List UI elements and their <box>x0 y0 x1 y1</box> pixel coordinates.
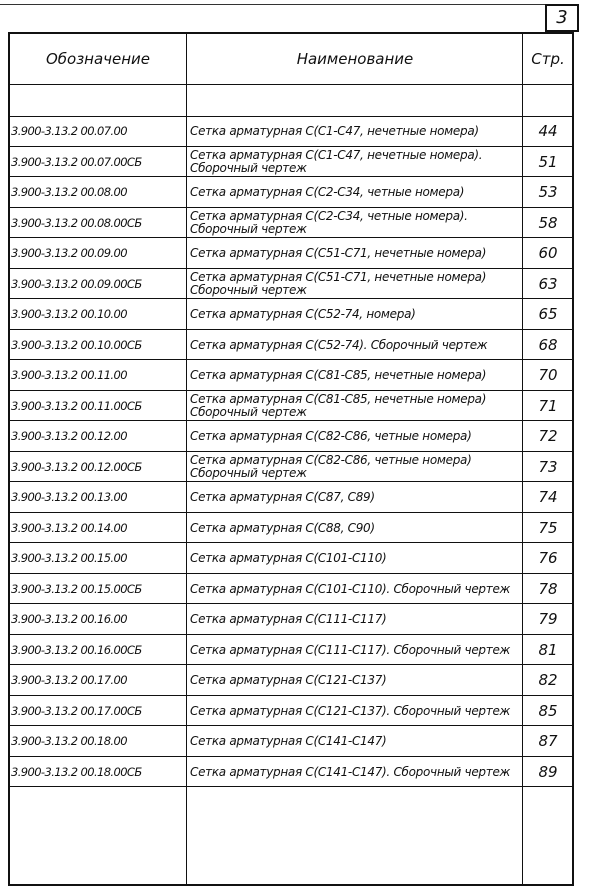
row-name: Сетка арматурная С(С82-С86, четные номера) Сборочный чертеж <box>190 453 472 480</box>
row-page: 85 <box>538 701 558 720</box>
row-name: Сетка арматурная С(С121-С137). Сборочный чертеж <box>190 703 511 718</box>
row-name: Сетка арматурная С(С101-С110) <box>190 551 387 565</box>
row-page: 73 <box>538 457 558 476</box>
header-code: Обозначение <box>45 50 151 68</box>
row-code: 3.900-3.13.2 00.16.00 <box>11 612 127 627</box>
row-name: Сетка арматурная С(С2-С34, четные номера) <box>190 185 465 199</box>
row-code: 3.900-3.13.2 00.08.00СБ <box>11 215 142 230</box>
row-code: 3.900-3.13.2 00.17.00 <box>11 673 127 688</box>
row-code: 3.900-3.13.2 00.11.00 <box>11 368 127 383</box>
page-number-box <box>545 4 579 32</box>
row-code: 3.900-3.13.2 00.18.00СБ <box>11 764 142 779</box>
row-name: Сетка арматурная С(С81-С85, нечетные номера) Сборочный чертеж <box>190 392 487 419</box>
row-page: 53 <box>538 183 558 202</box>
table-row <box>10 665 572 696</box>
row-name: Сетка арматурная С(С141-С147) <box>190 734 387 748</box>
table-row <box>10 299 572 330</box>
row-code: 3.900-3.13.2 00.15.00 <box>11 551 127 566</box>
row-code: 3.900-3.13.2 00.10.00 <box>11 307 127 322</box>
row-name: Сетка арматурная С(С1-С47, нечетные номера). Сборочный чертеж <box>190 148 483 175</box>
row-page: 76 <box>538 549 558 568</box>
row-page: 58 <box>538 213 558 232</box>
row-name: Сетка арматурная С(С87, С89) <box>190 490 375 504</box>
row-code: 3.900-3.13.2 00.14.00 <box>11 520 127 535</box>
header-name: Наименование <box>296 50 414 68</box>
row-page: 81 <box>538 640 558 659</box>
row-name: Сетка арматурная С(С111-С117). Сборочный чертеж <box>190 642 511 657</box>
row-page: 71 <box>538 396 558 415</box>
row-code: 3.900-3.13.2 00.09.00СБ <box>11 276 142 291</box>
table-row <box>10 574 572 605</box>
header-rule <box>10 84 572 85</box>
row-code: 3.900-3.13.2 00.08.00 <box>11 185 127 200</box>
row-page: 89 <box>538 762 558 781</box>
row-code: 3.900-3.13.2 00.13.00 <box>11 490 127 505</box>
row-name: Сетка арматурная С(С121-С137) <box>190 673 387 687</box>
row-code: 3.900-3.13.2 00.11.00СБ <box>11 398 142 413</box>
table-row <box>10 421 572 452</box>
table-row <box>10 482 572 513</box>
row-code: 3.900-3.13.2 00.15.00СБ <box>11 581 142 596</box>
row-name: Сетка арматурная С(С81-С85, нечетные номера) <box>190 368 487 382</box>
row-code: 3.900-3.13.2 00.12.00 <box>11 429 127 444</box>
table-row <box>10 238 572 269</box>
row-name: Сетка арматурная С(С52-74). Сборочный чертеж <box>190 337 488 352</box>
page-number: 3 <box>556 7 568 28</box>
table-row <box>10 452 572 483</box>
row-page: 51 <box>538 152 558 171</box>
row-name: Сетка арматурная С(С2-С34, четные номера). Сборочный чертеж <box>190 209 468 236</box>
table-row <box>10 330 572 361</box>
row-name: Сетка арматурная С(С141-С147). Сборочный чертеж <box>190 764 511 779</box>
row-page: 63 <box>538 274 558 293</box>
table-row <box>10 177 572 208</box>
row-page: 82 <box>538 671 558 690</box>
row-name: Сетка арматурная С(С1-С47, нечетные номера) <box>190 124 479 138</box>
contents-table <box>8 32 574 886</box>
row-page: 68 <box>538 335 558 354</box>
table-row <box>10 147 572 178</box>
row-page: 74 <box>538 488 558 507</box>
table-row <box>10 604 572 635</box>
row-page: 78 <box>538 579 558 598</box>
table-row <box>10 269 572 300</box>
row-page: 70 <box>538 366 558 385</box>
row-name: Сетка арматурная С(С51-С71, нечетные номера) Сборочный чертеж <box>190 270 487 297</box>
row-name: Сетка арматурная С(С52-74, номера) <box>190 307 416 321</box>
table-row <box>10 360 572 391</box>
table-row <box>10 696 572 727</box>
row-name: Сетка арматурная С(С111-С117) <box>190 612 387 626</box>
row-rule <box>10 786 572 787</box>
row-page: 72 <box>538 427 558 446</box>
table-row <box>10 208 572 239</box>
row-page: 65 <box>538 305 558 324</box>
row-name: Сетка арматурная С(С101-С110). Сборочный чертеж <box>190 581 511 596</box>
row-page: 60 <box>538 244 558 263</box>
row-code: 3.900-3.13.2 00.12.00СБ <box>11 459 142 474</box>
row-code: 3.900-3.13.2 00.17.00СБ <box>11 703 142 718</box>
row-code: 3.900-3.13.2 00.09.00 <box>11 246 127 261</box>
table-row <box>10 543 572 574</box>
table-row <box>10 391 572 422</box>
table-row <box>10 513 572 544</box>
row-name: Сетка арматурная С(С82-С86, четные номера) <box>190 429 472 443</box>
table-row <box>10 726 572 757</box>
table-row <box>10 757 572 788</box>
row-code: 3.900-3.13.2 00.07.00СБ <box>11 154 142 169</box>
row-name: Сетка арматурная С(С88, С90) <box>190 520 375 535</box>
row-page: 79 <box>538 610 558 629</box>
row-code: 3.900-3.13.2 00.16.00СБ <box>11 642 142 657</box>
row-page: 75 <box>538 518 558 537</box>
header-page: Стр. <box>531 50 565 68</box>
table-row <box>10 116 572 147</box>
row-code: 3.900-3.13.2 00.10.00СБ <box>11 337 142 352</box>
top-border-line <box>0 4 545 5</box>
row-code: 3.900-3.13.2 00.18.00 <box>11 734 127 749</box>
row-page: 87 <box>538 732 558 751</box>
table-row <box>10 635 572 666</box>
row-code: 3.900-3.13.2 00.07.00 <box>11 124 127 139</box>
row-page: 44 <box>538 122 558 141</box>
row-name: Сетка арматурная С(С51-С71, нечетные номера) <box>190 246 487 260</box>
